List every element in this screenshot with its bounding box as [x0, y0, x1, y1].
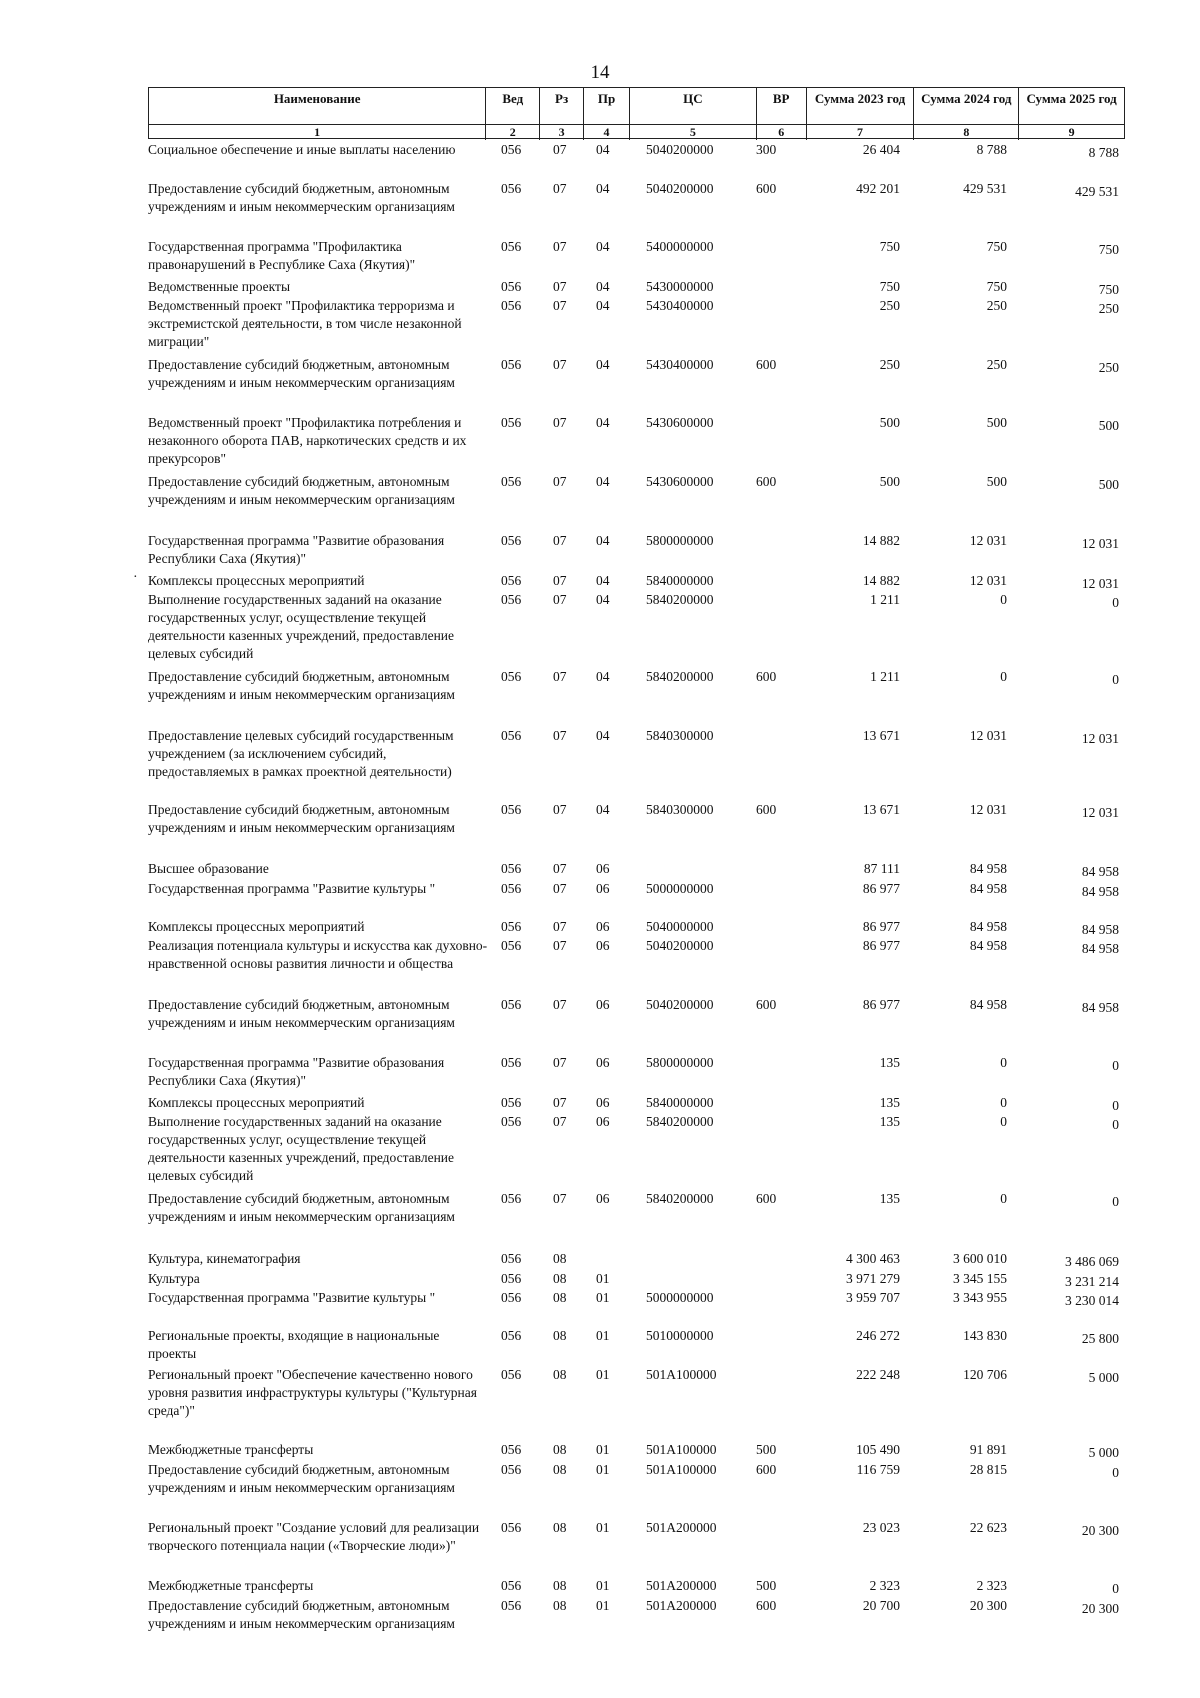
row-cs: 5840300000: [646, 728, 714, 743]
row-cs: 5840200000: [646, 592, 714, 607]
row-rz: 07: [553, 669, 567, 684]
row-ved: 056: [501, 881, 522, 896]
column-number: 2: [486, 124, 540, 140]
row-sum-2025: 5 000: [1088, 1370, 1119, 1385]
row-sum-2024: 0: [1000, 669, 1007, 684]
row-sum-2025: 0: [1112, 1465, 1119, 1480]
row-sum-2024: 0: [1000, 1055, 1007, 1070]
row-vr: 500: [756, 1578, 777, 1593]
row-sum-2023: 222 248: [856, 1367, 900, 1382]
row-cs: 5840000000: [646, 1095, 714, 1110]
row-cs: 5040200000: [646, 181, 714, 196]
row-pr: 01: [596, 1578, 610, 1593]
row-pr: 06: [596, 861, 610, 876]
row-pr: 01: [596, 1290, 610, 1305]
row-sum-2024: 3 345 155: [953, 1271, 1007, 1286]
row-pr: 06: [596, 997, 610, 1012]
row-sum-2025: 12 031: [1081, 805, 1119, 820]
row-name: Реализация потенциала культуры и искусства как духовно-нравственной основы развития личности и общества: [148, 938, 488, 971]
row-name: Региональный проект "Создание условий для реализации творческого потенциала нации («Творческие люди»)": [148, 1520, 480, 1553]
header-cs: ЦС: [630, 88, 757, 124]
row-rz: 08: [553, 1578, 567, 1593]
row-sum-2023: 500: [879, 415, 900, 430]
row-sum-2023: 492 201: [856, 181, 900, 196]
row-rz: 07: [553, 592, 567, 607]
row-pr: 04: [596, 239, 610, 254]
row-sum-2023: 250: [879, 357, 900, 372]
row-sum-2025: 750: [1098, 242, 1119, 257]
row-pr: 01: [596, 1328, 610, 1343]
header-pr: Пр: [584, 88, 630, 124]
column-number: 9: [1068, 125, 1075, 139]
row-pr: 04: [596, 669, 610, 684]
row-rz: 07: [553, 357, 567, 372]
row-sum-2024: 0: [1000, 1095, 1007, 1110]
row-cs: 5040200000: [646, 142, 714, 157]
row-pr: 01: [596, 1367, 610, 1382]
row-vr: 300: [756, 142, 777, 157]
row-name: Предоставление субсидий бюджетным, автономным учреждениям и иным некоммерческим организациям: [148, 802, 455, 835]
column-number: 8: [914, 124, 1019, 140]
row-name: Предоставление субсидий бюджетным, автономным учреждениям и иным некоммерческим организациям: [148, 357, 455, 390]
row-cs: 501A200000: [646, 1598, 717, 1613]
row-sum-2023: 135: [879, 1095, 900, 1110]
row-pr: 06: [596, 919, 610, 934]
row-sum-2023: 20 700: [862, 1598, 900, 1613]
row-sum-2024: 250: [986, 357, 1007, 372]
row-sum-2025: 429 531: [1075, 184, 1119, 199]
row-ved: 056: [501, 415, 522, 430]
row-cs: 5840000000: [646, 573, 714, 588]
row-rz: 08: [553, 1251, 567, 1266]
row-cs: 501A100000: [646, 1442, 717, 1457]
row-pr: 01: [596, 1520, 610, 1535]
row-sum-2023: 105 490: [856, 1442, 900, 1457]
row-sum-2024: 22 623: [969, 1520, 1007, 1535]
row-ved: 056: [501, 1462, 522, 1477]
row-rz: 07: [553, 279, 567, 294]
header-sum-2023: Сумма 2023 год: [807, 88, 915, 124]
row-rz: 07: [553, 298, 567, 313]
row-name: Предоставление субсидий бюджетным, автономным учреждениям и иным некоммерческим организациям: [148, 1462, 455, 1495]
row-vr: 600: [756, 802, 777, 817]
row-sum-2024: 91 891: [969, 1442, 1007, 1457]
row-pr: 01: [596, 1462, 610, 1477]
row-name: Комплексы процессных мероприятий: [148, 919, 365, 934]
row-ved: 056: [501, 1191, 522, 1206]
row-ved: 056: [501, 1271, 522, 1286]
row-ved: 056: [501, 861, 522, 876]
row-sum-2025: 5 000: [1088, 1445, 1119, 1460]
row-sum-2023: 135: [879, 1055, 900, 1070]
row-sum-2025: 8 788: [1088, 145, 1119, 160]
row-vr: 500: [756, 1442, 777, 1457]
row-pr: 04: [596, 533, 610, 548]
row-sum-2023: 750: [879, 239, 900, 254]
header-ved: Вед: [486, 88, 540, 124]
row-sum-2024: 12 031: [969, 573, 1007, 588]
row-sum-2025: 0: [1112, 672, 1119, 687]
row-ved: 056: [501, 919, 522, 934]
row-sum-2023: 3 959 707: [846, 1290, 900, 1305]
row-ved: 056: [501, 279, 522, 294]
row-vr: 600: [756, 357, 777, 372]
row-sum-2024: 12 031: [969, 533, 1007, 548]
row-ved: 056: [501, 592, 522, 607]
row-ved: 056: [501, 1598, 522, 1613]
row-sum-2025: 84 958: [1081, 864, 1119, 879]
column-number: 3: [540, 124, 584, 140]
page-number: 14: [590, 62, 610, 83]
row-sum-2025: 3 230 014: [1065, 1293, 1119, 1308]
row-sum-2025: 84 958: [1081, 1000, 1119, 1015]
row-sum-2023: 2 323: [869, 1578, 900, 1593]
row-cs: 501A100000: [646, 1367, 717, 1382]
row-ved: 056: [501, 239, 522, 254]
row-name: Межбюджетные трансферты: [148, 1578, 314, 1593]
row-pr: 01: [596, 1598, 610, 1613]
row-sum-2023: 135: [879, 1191, 900, 1206]
row-name: Государственная программа "Развитие образования Республики Саха (Якутия)": [148, 1055, 445, 1088]
row-vr: 600: [756, 669, 777, 684]
row-name: Высшее образование: [148, 861, 269, 876]
row-name: Предоставление субсидий бюджетным, автономным учреждениям и иным некоммерческим организациям: [148, 669, 455, 702]
row-rz: 07: [553, 573, 567, 588]
row-vr: 600: [756, 1462, 777, 1477]
row-sum-2023: 23 023: [862, 1520, 900, 1535]
column-number: 6: [757, 124, 807, 140]
row-sum-2023: 3 971 279: [846, 1271, 900, 1286]
row-sum-2023: 13 671: [862, 728, 900, 743]
row-pr: 04: [596, 357, 610, 372]
row-cs: 5800000000: [646, 533, 714, 548]
row-rz: 07: [553, 1114, 567, 1129]
row-vr: 600: [756, 997, 777, 1012]
row-rz: 08: [553, 1442, 567, 1457]
row-ved: 056: [501, 533, 522, 548]
row-sum-2024: 500: [986, 415, 1007, 430]
row-sum-2023: 26 404: [862, 142, 900, 157]
row-ved: 056: [501, 728, 522, 743]
row-pr: 04: [596, 802, 610, 817]
row-sum-2024: 84 958: [969, 881, 1007, 896]
row-sum-2024: 84 958: [969, 997, 1007, 1012]
row-sum-2025: 250: [1098, 360, 1119, 375]
row-sum-2023: 116 759: [856, 1462, 900, 1477]
row-cs: 5000000000: [646, 881, 714, 896]
row-pr: 06: [596, 938, 610, 953]
row-ved: 056: [501, 997, 522, 1012]
row-rz: 08: [553, 1598, 567, 1613]
row-cs: 5840200000: [646, 1191, 714, 1206]
header-name: Наименование: [149, 88, 486, 124]
row-name: Межбюджетные трансферты: [148, 1442, 314, 1457]
row-vr: 600: [756, 181, 777, 196]
row-name: Комплексы процессных мероприятий: [148, 1095, 365, 1110]
row-sum-2024: 0: [1000, 1191, 1007, 1206]
row-sum-2023: 14 882: [862, 533, 900, 548]
column-number-row: [149, 124, 1124, 140]
row-rz: 08: [553, 1520, 567, 1535]
row-sum-2025: 25 800: [1081, 1331, 1119, 1346]
row-sum-2023: 500: [879, 474, 900, 489]
row-name: Государственная программа "Развитие культуры ": [148, 1290, 436, 1305]
row-name: Выполнение государственных заданий на оказание государственных услуг, осуществление текущей деятельности казенных учреждений, предоставление целевых субсидий: [148, 592, 455, 661]
row-sum-2024: 20 300: [969, 1598, 1007, 1613]
row-pr: 06: [596, 881, 610, 896]
row-rz: 07: [553, 1191, 567, 1206]
row-cs: 5430400000: [646, 298, 714, 313]
row-sum-2024: 0: [1000, 1114, 1007, 1129]
row-pr: 04: [596, 592, 610, 607]
row-rz: 07: [553, 1055, 567, 1070]
row-sum-2023: 250: [879, 298, 900, 313]
row-sum-2025: 500: [1098, 477, 1119, 492]
row-name: Культура: [148, 1271, 200, 1286]
row-name: Предоставление субсидий бюджетным, автономным учреждениям и иным некоммерческим организациям: [148, 474, 455, 507]
row-sum-2025: 12 031: [1081, 731, 1119, 746]
row-sum-2023: 246 272: [856, 1328, 900, 1343]
row-sum-2025: 0: [1112, 595, 1119, 610]
header-sum-2024: Сумма 2024 год: [914, 88, 1019, 124]
row-pr: 06: [596, 1191, 610, 1206]
row-pr: 04: [596, 298, 610, 313]
row-sum-2025: 0: [1112, 1058, 1119, 1073]
row-cs: 5800000000: [646, 1055, 714, 1070]
row-sum-2024: 8 788: [976, 142, 1007, 157]
row-ved: 056: [501, 802, 522, 817]
row-sum-2025: 84 958: [1081, 941, 1119, 956]
row-cs: 5430600000: [646, 474, 714, 489]
row-sum-2025: 250: [1098, 301, 1119, 316]
row-sum-2024: 84 958: [969, 861, 1007, 876]
row-ved: 056: [501, 1114, 522, 1129]
row-sum-2024: 84 958: [969, 919, 1007, 934]
row-rz: 07: [553, 938, 567, 953]
row-name: Ведомственные проекты: [148, 279, 291, 294]
row-cs: 501A200000: [646, 1578, 717, 1593]
row-rz: 07: [553, 142, 567, 157]
row-pr: 04: [596, 181, 610, 196]
row-name: Региональные проекты, входящие в национальные проекты: [148, 1328, 440, 1361]
row-sum-2025: 0: [1112, 1098, 1119, 1113]
row-sum-2023: 14 882: [862, 573, 900, 588]
row-sum-2025: 20 300: [1081, 1601, 1119, 1616]
row-vr: 600: [756, 474, 777, 489]
table-header: [148, 87, 1125, 139]
row-sum-2023: 86 977: [862, 881, 900, 896]
row-rz: 08: [553, 1462, 567, 1477]
row-sum-2023: 13 671: [862, 802, 900, 817]
row-sum-2024: 3 600 010: [953, 1251, 1007, 1266]
row-rz: 07: [553, 415, 567, 430]
row-pr: 01: [596, 1271, 610, 1286]
row-cs: 5000000000: [646, 1290, 714, 1305]
row-sum-2025: 84 958: [1081, 884, 1119, 899]
row-cs: 501A200000: [646, 1520, 717, 1535]
row-sum-2024: 12 031: [969, 728, 1007, 743]
row-sum-2023: 4 300 463: [846, 1251, 900, 1266]
row-ved: 056: [501, 1520, 522, 1535]
row-name: Предоставление целевых субсидий государственным учреждением (за исключением субсидий, предоставляемых в рамках проектной деятельности): [148, 728, 454, 779]
row-sum-2023: 1 211: [870, 669, 900, 684]
row-rz: 07: [553, 997, 567, 1012]
row-cs: 5040200000: [646, 938, 714, 953]
row-sum-2024: 429 531: [963, 181, 1007, 196]
row-sum-2025: 0: [1112, 1117, 1119, 1132]
row-ved: 056: [501, 1095, 522, 1110]
row-cs: 5400000000: [646, 239, 714, 254]
row-sum-2024: 750: [986, 279, 1007, 294]
row-sum-2025: 20 300: [1081, 1523, 1119, 1538]
row-name: Предоставление субсидий бюджетным, автономным учреждениям и иным некоммерческим организациям: [148, 1191, 455, 1224]
row-rz: 07: [553, 1095, 567, 1110]
row-rz: 07: [553, 881, 567, 896]
row-rz: 08: [553, 1367, 567, 1382]
row-pr: 04: [596, 573, 610, 588]
row-pr: 04: [596, 142, 610, 157]
row-sum-2023: 86 977: [862, 997, 900, 1012]
row-pr: 04: [596, 474, 610, 489]
row-pr: 06: [596, 1114, 610, 1129]
row-name: Социальное обеспечение и иные выплаты населению: [148, 142, 456, 157]
row-vr: 600: [756, 1191, 777, 1206]
row-rz: 07: [553, 802, 567, 817]
row-sum-2025: 3 486 069: [1065, 1254, 1119, 1269]
row-name: Выполнение государственных заданий на оказание государственных услуг, осуществление текущей деятельности казенных учреждений, предоставление целевых субсидий: [148, 1114, 455, 1183]
row-sum-2023: 750: [879, 279, 900, 294]
row-sum-2025: 0: [1112, 1194, 1119, 1209]
row-vr: 600: [756, 1598, 777, 1613]
row-name: Государственная программа "Профилактика правонарушений в Республике Саха (Якутия)": [148, 239, 416, 272]
row-ved: 056: [501, 1442, 522, 1457]
row-sum-2024: 28 815: [969, 1462, 1007, 1477]
row-pr: 04: [596, 279, 610, 294]
row-cs: 5040200000: [646, 997, 714, 1012]
row-cs: 5840200000: [646, 1114, 714, 1129]
row-ved: 056: [501, 142, 522, 157]
row-ved: 056: [501, 357, 522, 372]
row-rz: 08: [553, 1271, 567, 1286]
row-pr: 04: [596, 415, 610, 430]
row-sum-2024: 143 830: [963, 1328, 1007, 1343]
row-rz: 07: [553, 474, 567, 489]
row-name: Региональный проект "Обеспечение качественно нового уровня развития инфраструктуры культуры ("Культурная среда")": [148, 1367, 477, 1418]
row-cs: 5430000000: [646, 279, 714, 294]
row-sum-2023: 135: [879, 1114, 900, 1129]
row-ved: 056: [501, 1055, 522, 1070]
row-cs: 5010000000: [646, 1328, 714, 1343]
margin-mark: ·: [133, 570, 138, 585]
row-sum-2025: 500: [1098, 418, 1119, 433]
header-row: [149, 88, 1124, 125]
header-rz: Рз: [540, 88, 584, 124]
row-ved: 056: [501, 298, 522, 313]
row-rz: 07: [553, 533, 567, 548]
row-ved: 056: [501, 938, 522, 953]
row-sum-2023: 1 211: [870, 592, 900, 607]
row-name: Предоставление субсидий бюджетным, автономным учреждениям и иным некоммерческим организациям: [148, 181, 455, 214]
row-sum-2024: 3 343 955: [953, 1290, 1007, 1305]
row-sum-2025: 84 958: [1081, 922, 1119, 937]
row-ved: 056: [501, 669, 522, 684]
row-rz: 08: [553, 1290, 567, 1305]
row-name: Предоставление субсидий бюджетным, автономным учреждениям и иным некоммерческим организациям: [148, 997, 455, 1030]
row-ved: 056: [501, 181, 522, 196]
row-sum-2025: 750: [1098, 282, 1119, 297]
row-rz: 07: [553, 728, 567, 743]
row-ved: 056: [501, 474, 522, 489]
row-sum-2024: 250: [986, 298, 1007, 313]
row-sum-2024: 0: [1000, 592, 1007, 607]
row-name: Комплексы процессных мероприятий: [148, 573, 365, 588]
row-cs: 5840200000: [646, 669, 714, 684]
row-sum-2023: 86 977: [862, 919, 900, 934]
row-cs: 5040000000: [646, 919, 714, 934]
row-name: Предоставление субсидий бюджетным, автономным учреждениям и иным некоммерческим организациям: [148, 1598, 455, 1631]
row-name: Государственная программа "Развитие культуры ": [148, 881, 436, 896]
row-ved: 056: [501, 1290, 522, 1305]
row-pr: 06: [596, 1055, 610, 1070]
row-cs: 5840300000: [646, 802, 714, 817]
row-sum-2024: 12 031: [969, 802, 1007, 817]
row-ved: 056: [501, 1251, 522, 1266]
row-sum-2024: 2 323: [976, 1578, 1007, 1593]
row-cs: 5430400000: [646, 357, 714, 372]
row-sum-2023: 87 111: [863, 861, 900, 876]
row-ved: 056: [501, 1367, 522, 1382]
row-rz: 08: [553, 1328, 567, 1343]
row-cs: 5430600000: [646, 415, 714, 430]
row-sum-2023: 86 977: [862, 938, 900, 953]
header-vr: ВР: [757, 88, 807, 124]
row-pr: 04: [596, 728, 610, 743]
column-number: 4: [584, 124, 630, 140]
row-name: Ведомственный проект "Профилактика терроризма и экстремистской деятельности, в том числе незаконной миграции": [148, 298, 462, 349]
row-pr: 01: [596, 1442, 610, 1457]
column-number: 7: [807, 124, 915, 140]
row-rz: 07: [553, 239, 567, 254]
row-sum-2025: 12 031: [1081, 536, 1119, 551]
row-pr: 06: [596, 1095, 610, 1110]
row-sum-2024: 84 958: [969, 938, 1007, 953]
row-sum-2024: 500: [986, 474, 1007, 489]
row-ved: 056: [501, 1328, 522, 1343]
row-ved: 056: [501, 573, 522, 588]
row-name: Ведомственный проект "Профилактика потребления и незаконного оборота ПАВ, наркотических средств и их прекурсоров": [148, 415, 467, 466]
row-rz: 07: [553, 919, 567, 934]
header-sum-2025: Сумма 2025 год: [1026, 91, 1117, 106]
row-name: Культура, кинематография: [148, 1251, 301, 1266]
row-rz: 07: [553, 181, 567, 196]
row-sum-2025: 0: [1112, 1581, 1119, 1596]
row-sum-2025: 3 231 214: [1065, 1274, 1119, 1289]
row-sum-2025: 12 031: [1081, 576, 1119, 591]
row-sum-2024: 120 706: [963, 1367, 1007, 1382]
row-ved: 056: [501, 1578, 522, 1593]
row-name: Государственная программа "Развитие образования Республики Саха (Якутия)": [148, 533, 445, 566]
row-cs: 501A100000: [646, 1462, 717, 1477]
row-sum-2024: 750: [986, 239, 1007, 254]
row-rz: 07: [553, 861, 567, 876]
column-number: 5: [630, 124, 757, 140]
column-number: 1: [149, 124, 486, 140]
